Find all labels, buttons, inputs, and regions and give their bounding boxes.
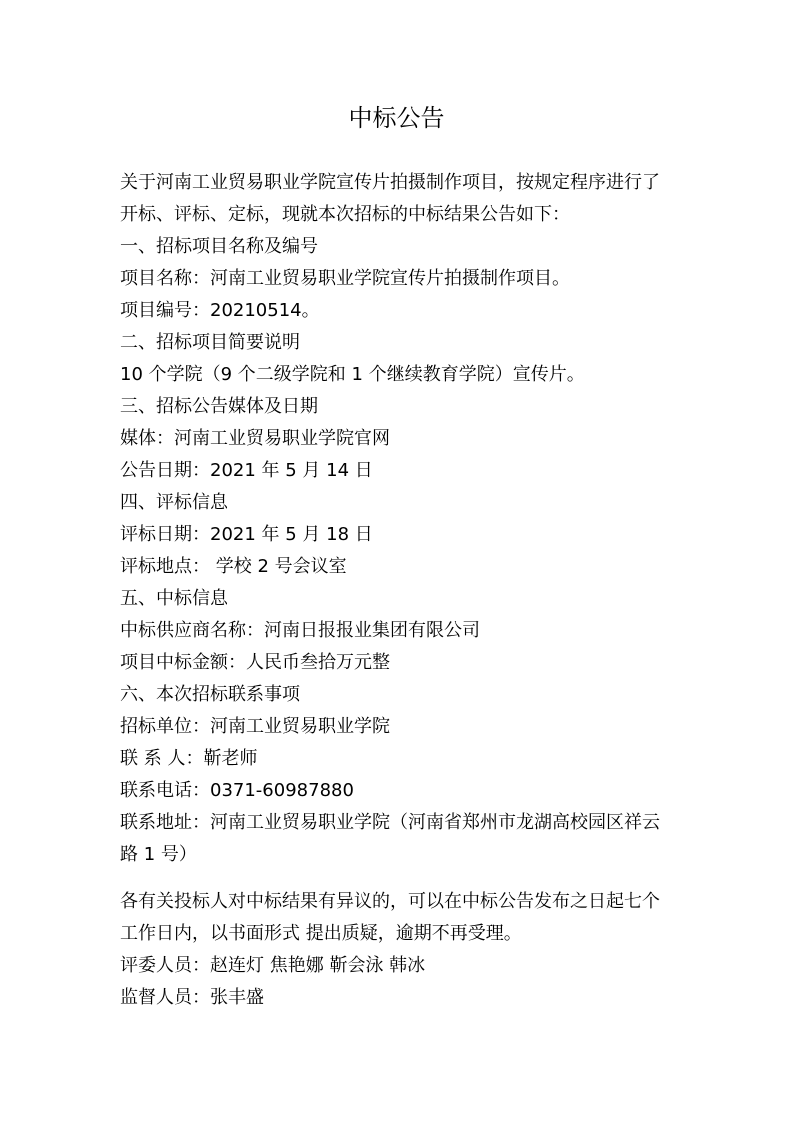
tender-unit: 招标单位：河南工业贸易职业学院 xyxy=(120,716,390,737)
section-heading-2: 二、招标项目简要说明 xyxy=(120,332,300,353)
section-heading-5: 五、中标信息 xyxy=(120,588,228,609)
section-heading-6: 六、本次招标联系事项 xyxy=(120,684,300,705)
paragraph-gap xyxy=(120,871,676,886)
committee-members: 评委人员：赵连灯 焦艳娜 靳会泳 韩冰 xyxy=(120,955,426,976)
announcement-media: 媒体：河南工业贸易职业学院官网 xyxy=(120,428,390,449)
project-description: 10 个学院（9 个二级学院和 1 个继续教育学院）宣传片。 xyxy=(120,364,585,385)
project-name: 项目名称：河南工业贸易职业学院宣传片拍摄制作项目。 xyxy=(120,268,570,289)
section-heading-4: 四、评标信息 xyxy=(120,492,228,513)
contact-person: 联 系 人：靳老师 xyxy=(120,748,258,769)
objection-paragraph: 各有关投标人对中标结果有异议的，可以在中标公告发布之日起七个工作日内，以书面形式 提出质疑，逾期不再受理。 xyxy=(120,891,660,944)
winning-supplier: 中标供应商名称：河南日报报业集团有限公司 xyxy=(120,620,480,641)
section-heading-3: 三、招标公告媒体及日期 xyxy=(120,396,318,417)
announcement-date: 公告日期：2021 年 5 月 14 日 xyxy=(120,460,373,481)
announcement-body xyxy=(120,167,676,1014)
supervisor: 监督人员：张丰盛 xyxy=(120,987,264,1008)
evaluation-date: 评标日期：2021 年 5 月 18 日 xyxy=(120,524,373,545)
intro-paragraph: 关于河南工业贸易职业学院宣传片拍摄制作项目，按规定程序进行了开标、评标、定标，现就本次招标的中标结果公告如下： xyxy=(120,172,660,225)
project-number: 项目编号：20210514。 xyxy=(120,300,320,321)
contact-phone: 联系电话：0371-60987880 xyxy=(120,780,354,801)
page-title: 中标公告 xyxy=(348,104,445,132)
evaluation-location: 评标地点： 学校 2 号会议室 xyxy=(120,556,347,577)
winning-amount: 项目中标金额：人民币叁拾万元整 xyxy=(120,652,390,673)
contact-address: 联系地址：河南工业贸易职业学院（河南省郑州市龙湖高校园区祥云路 1 号） xyxy=(120,812,660,865)
section-heading-1: 一、招标项目名称及编号 xyxy=(120,236,318,257)
